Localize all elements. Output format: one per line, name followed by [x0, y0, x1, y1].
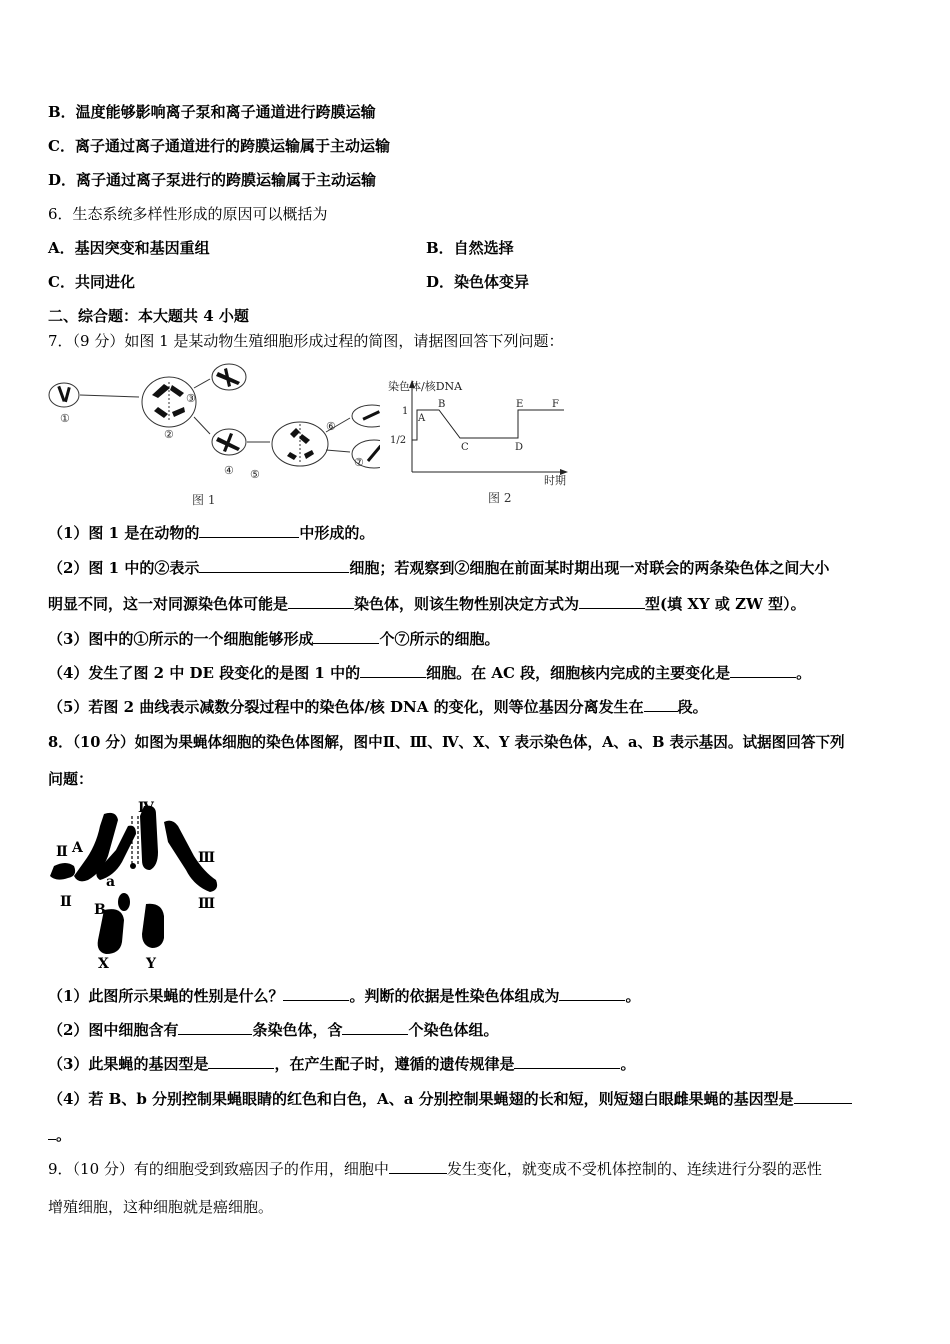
chromosome-label-iv: Ⅳ: [138, 800, 154, 816]
answer-blank[interactable]: [178, 1019, 252, 1035]
chromosome-label-iii-bottom: Ⅲ: [198, 896, 216, 912]
answer-blank[interactable]: [208, 1053, 274, 1069]
answer-blank[interactable]: [514, 1053, 620, 1069]
fig1-label-5: ⑤: [250, 468, 260, 481]
fig1-label-4: ④: [224, 464, 234, 477]
answer-blank[interactable]: [283, 985, 349, 1001]
option-5b: B．温度能够影响离子泵和离子通道进行跨膜运输: [48, 103, 376, 121]
answer-blank[interactable]: [559, 985, 625, 1001]
fig1-label-3: ③: [186, 392, 196, 405]
fig2-point-c: C: [461, 442, 469, 453]
question-8-part-3: （3）此果蝇的基因型是 ，在产生配子时，遵循的遗传规律是 。: [48, 1055, 636, 1073]
fig2-point-e: E: [516, 399, 524, 410]
fruit-fly-chromosome-figure: [44, 796, 224, 974]
chromosome-label-x: X: [98, 956, 109, 972]
fig2-point-f: F: [552, 399, 559, 410]
fig2-point-b: B: [438, 399, 446, 410]
fig2-ylabel: 染色体/核DNA: [388, 380, 463, 393]
question-7-part-4: （4）发生了图 2 中 DE 段变化的是图 1 中的 细胞。在 AC 段，细胞核内完成的主要变化是 。: [48, 664, 812, 682]
option-5d: D．离子通过离子泵进行的跨膜运输属于主动运输: [48, 171, 377, 189]
fig2-ytick-half: 1/2: [390, 435, 407, 446]
question-6-row2: [48, 271, 908, 293]
question-9-cont: 增殖细胞，这种细胞就是癌细胞。: [48, 1198, 274, 1216]
fig2-xlabel: 时期: [544, 474, 566, 487]
figure-2-chart: [384, 374, 580, 508]
question-8-part-1: （1）此图所示果蝇的性别是什么？ 。判断的依据是性染色体组成为 。: [48, 987, 641, 1005]
answer-blank[interactable]: [730, 662, 796, 678]
question-9: 9．（10 分）有的细胞受到致癌因子的作用，细胞中 发生变化，就变成不受机体控制的、连续进行分裂的恶性: [48, 1160, 822, 1178]
question-7-part-5: （5）若图 2 曲线表示减数分裂过程中的染色体/核 DNA 的变化，则等位基因分离发生在 段。: [48, 698, 708, 716]
question-7-part-3: （3）图中的①所示的一个细胞能够形成 个⑦所示的细胞。: [48, 630, 500, 648]
fig1-label-1: ①: [60, 412, 70, 425]
answer-blank[interactable]: [579, 593, 645, 609]
fig1-label-2: ②: [164, 428, 174, 441]
answer-blank[interactable]: [48, 1124, 56, 1140]
answer-blank[interactable]: [644, 696, 678, 712]
option-6c: C．共同进化: [48, 273, 135, 291]
question-7-part-2-cont: 明显不同，这一对同源染色体可能是 染色体，则该生物性别决定方式为 型(填 XY 或 ZW 型）。: [48, 595, 806, 613]
chromosome-label-iii-top: Ⅲ: [198, 850, 216, 866]
answer-blank[interactable]: [313, 628, 379, 644]
option-5c: C．离子通过离子通道进行的跨膜运输属于主动运输: [48, 137, 390, 155]
answer-blank[interactable]: [342, 1019, 408, 1035]
fig1-label-6: ⑥: [326, 420, 336, 433]
question-8-stem-cont: 问题：: [48, 770, 94, 788]
figure-1-diagram: [44, 362, 380, 510]
figure-1-caption: 图 1: [192, 493, 216, 507]
option-6d: D．染色体变异: [426, 273, 530, 291]
answer-blank[interactable]: [199, 557, 349, 573]
question-8-part-2: （2）图中细胞含有 条染色体，含 个染色体组。: [48, 1021, 499, 1039]
question-7-part-1: （1）图 1 是在动物的 中形成的。: [48, 524, 375, 542]
gene-label-a-lower: a: [106, 874, 116, 890]
figure-2-curve: [412, 410, 564, 440]
fig2-point-a: A: [418, 413, 426, 424]
option-6b: B．自然选择: [426, 239, 514, 257]
chromosome-label-ii-bottom: Ⅱ: [60, 894, 72, 910]
chromosome-label-ii-top: Ⅱ: [56, 844, 68, 860]
question-7-stem: 7．（9 分）如图 1 是某动物生殖细胞形成过程的简图，请据图回答下列问题：: [48, 332, 564, 350]
option-6a: A．基因突变和基因重组: [48, 239, 210, 257]
question-6-row1: [48, 237, 908, 259]
section-heading: 二、综合题：本大题共 4 小题: [48, 307, 249, 325]
answer-blank[interactable]: [199, 522, 299, 538]
fig1-label-7: ⑦: [354, 456, 364, 469]
question-8-stem: 8．（10 分）如图为果蝇体细胞的染色体图解，图中Ⅱ、Ⅲ、Ⅳ、X、Y 表示染色体，A、a、B 表示基因。试据图回答下列: [48, 734, 845, 751]
answer-blank[interactable]: [389, 1158, 447, 1174]
fig2-ytick-1: 1: [402, 406, 409, 417]
gene-label-b: B: [94, 902, 106, 918]
question-8-part-4-cont: 。: [48, 1124, 71, 1146]
question-6-stem: 6．生态系统多样性形成的原因可以概括为: [48, 205, 328, 223]
question-7-part-2: （2）图 1 中的②表示 细胞；若观察到②细胞在前面某时期出现一对联会的两条染色体之间大小: [48, 559, 830, 577]
fig2-point-d: D: [515, 442, 524, 453]
answer-blank[interactable]: [360, 662, 426, 678]
question-8-part-4: （4）若 B、b 分别控制果蝇眼睛的红色和白色，A、a 分别控制果蝇翅的长和短，则短翅白眼雌果蝇的基因型是: [48, 1088, 852, 1110]
gene-label-a-upper: A: [72, 840, 83, 856]
chromosome-label-y: Y: [146, 956, 156, 972]
figure-2-caption: 图 2: [488, 491, 512, 505]
answer-blank[interactable]: [288, 593, 354, 609]
answer-blank[interactable]: [794, 1088, 852, 1104]
